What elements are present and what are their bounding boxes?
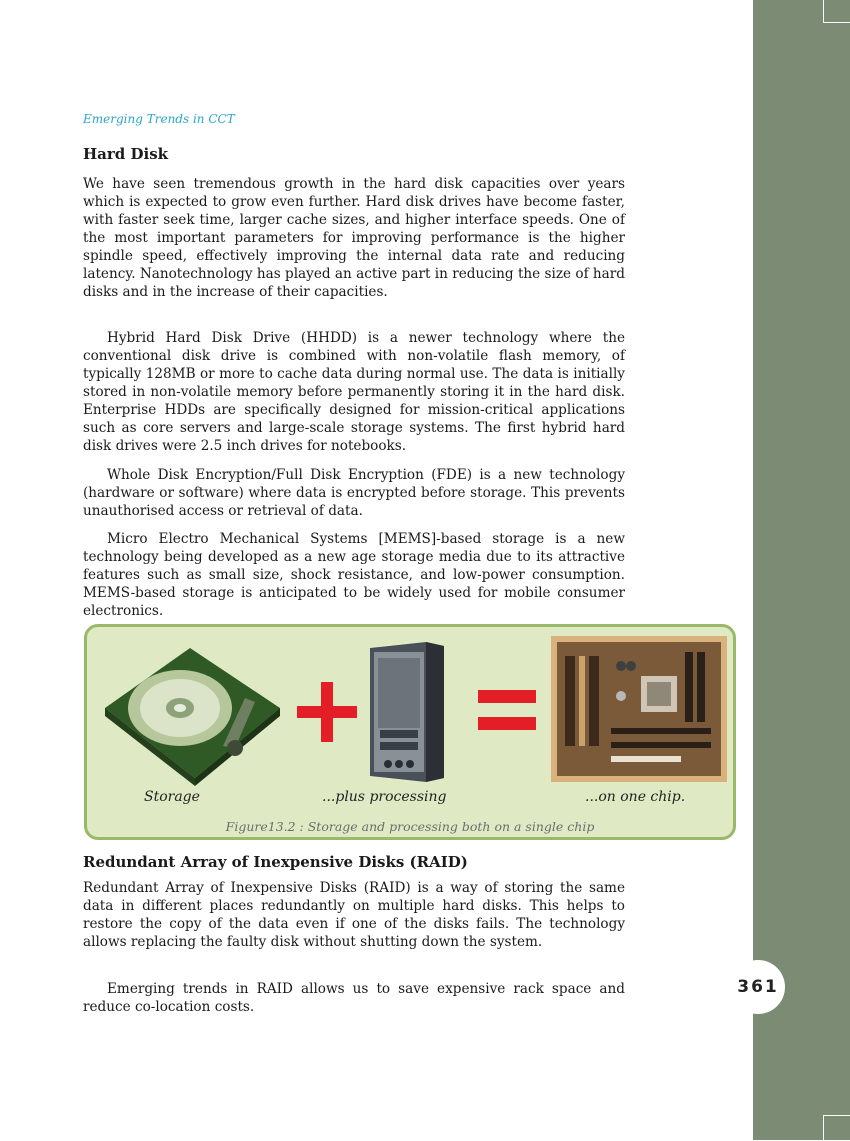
crop-mark-top: [823, 0, 850, 23]
figure-label-processing: ...plus processing: [322, 789, 447, 805]
crop-mark-bottom: [823, 1115, 850, 1141]
paragraph: Redundant Array of Inexpensive Disks (RAID) is a way of storing the same data in different places redundantly on multiple hard disks. This helps to restore the copy of the data even if one of the disks fails. The technology allows replacing the faulty disk without shutting down the system.: [83, 880, 625, 950]
paragraph: We have seen tremendous growth in the hard disk capacities over years which is expected to grow even further. Hard disk drives have become faster, with faster seek time, larger cache sizes, and higher interface speeds. One of the most important parameters for improving performance is the higher spindle speed, effectively improving the internal data rate and reducing latency. Nanotechnology has played an active part in reducing the size of hard disks and in the increase of their capacities.: [83, 176, 625, 300]
paragraph: Whole Disk Encryption/Full Disk Encryption (FDE) is a new technology (hardware or software) where data is encrypted before storage. This prevents unauthorised access or retrieval of data.: [83, 467, 625, 519]
equals-icon: [478, 690, 536, 732]
section-title-raid: Redundant Array of Inexpensive Disks (RAID): [83, 853, 468, 871]
paragraph: Hybrid Hard Disk Drive (HHDD) is a newer technology where the conventional disk drive is combined with non-volatile flash memory, of typically 128MB or more to cache data during normal use. The data is initially stored in non-volatile memory before permanently storing it in the hard disk. Enterprise HDDs are specifically designed for mission-critical applications such as core servers and large-scale storage systems. The first hybrid hard disk drives were 2.5 inch drives for notebooks.: [83, 330, 625, 454]
running-header: Emerging Trends in CCT: [83, 112, 235, 126]
figure-label-storage: Storage: [144, 789, 200, 805]
section-title-hard-disk: Hard Disk: [83, 145, 169, 163]
paragraph: Emerging trends in RAID allows us to save expensive rack space and reduce co-location costs.: [83, 981, 625, 1015]
paragraph: Micro Electro Mechanical Systems [MEMS]-based storage is a new technology being developed as a new age storage media due to its attractive features such as small size, shock resistance, and low-power consumption. MEMS-based storage is anticipated to be widely used for mobile consumer electronics.: [83, 531, 625, 619]
motherboard-icon: [551, 636, 727, 782]
plus-icon: [297, 682, 357, 742]
figure-label-chip: ...on one chip.: [585, 789, 686, 805]
page-number: 361: [731, 960, 785, 1014]
figure-caption: Figure13.2 : Storage and processing both on a single chip: [225, 819, 595, 834]
computer-tower-icon: [366, 640, 448, 784]
hard-disk-icon: [95, 638, 285, 788]
